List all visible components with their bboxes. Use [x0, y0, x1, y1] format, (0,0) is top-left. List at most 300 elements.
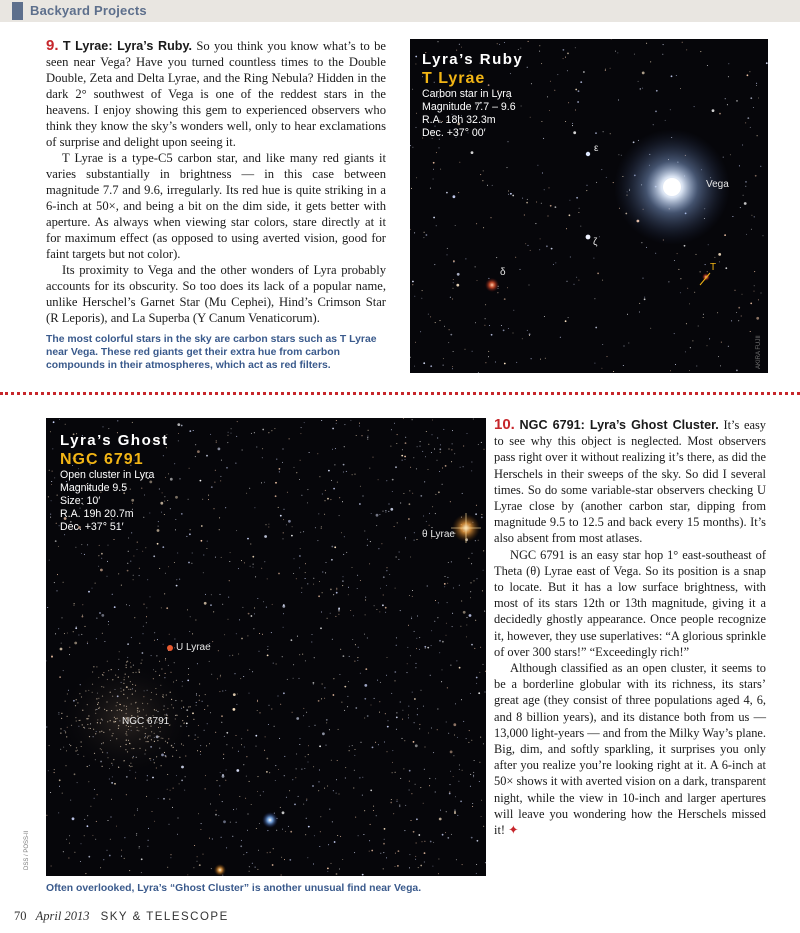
star-dot [369, 468, 370, 469]
star-dot [339, 869, 340, 870]
star-dot [395, 466, 397, 468]
star-dot [409, 770, 411, 772]
star-dot [434, 449, 435, 450]
star-dot [379, 514, 380, 515]
star-dot [766, 62, 768, 64]
star-dot [388, 511, 389, 512]
star-dot [515, 257, 516, 258]
star-dot [508, 191, 509, 192]
cluster-star-dot [126, 713, 127, 714]
star-dot [415, 64, 416, 65]
star-dot [467, 433, 468, 434]
star-dot [454, 811, 456, 813]
object-name: NGC 6791 [60, 451, 144, 468]
star-dot [62, 793, 63, 794]
vega-core [663, 178, 681, 196]
star-dot [646, 43, 647, 44]
star-dot [692, 340, 693, 341]
star-dot [285, 831, 286, 832]
star-dot [447, 583, 448, 584]
star-dot [139, 848, 140, 849]
star-dot [449, 449, 450, 450]
star-dot [294, 467, 295, 468]
star-dot [341, 532, 342, 533]
star-dot [420, 787, 421, 788]
star-dot [305, 578, 306, 579]
star-dot [238, 568, 239, 569]
star-dot [577, 101, 579, 103]
star-dot [74, 605, 75, 606]
star-dot [460, 801, 462, 803]
star-dot [569, 214, 571, 216]
star-dot [453, 588, 454, 589]
item10-paragraph-2: NGC 6791 is an easy star hop 1° east-southeast of Theta (θ) Lyrae east of Vega. So its position is a snap to locate. But it has a low surface brightness, with most of its stars 12th or 13th magnitude, giving it a decidedly ghostly appearance. Once people recognize it, however, they use superlatives: “A glorious sprinkle of over 300 stars!” “Exceedingly rich!” [494, 547, 766, 659]
t-label: T [710, 262, 717, 273]
star-dot [414, 232, 415, 233]
star-dot [145, 547, 146, 548]
star-dot [161, 607, 162, 608]
delta-lyrae-star [485, 278, 499, 292]
star-dot [63, 747, 64, 748]
star-dot [338, 729, 339, 730]
star-dot [446, 623, 447, 624]
star-dot [51, 656, 53, 658]
star-dot [174, 463, 175, 464]
star-dot [475, 266, 476, 267]
star-dot [239, 796, 240, 797]
star-dot [201, 525, 203, 527]
star-dot [361, 742, 362, 743]
star-dot [153, 555, 155, 557]
cluster-star-dot [128, 689, 129, 690]
star-dot [719, 261, 720, 262]
star-dot [409, 790, 410, 791]
star-dot [348, 587, 349, 588]
epsilon-label: ε [594, 143, 599, 154]
star-dot [415, 744, 418, 747]
star-dot [325, 500, 326, 501]
star-dot [237, 421, 238, 422]
cluster-star-dot [130, 766, 131, 767]
star-dot [131, 637, 132, 638]
object-dec: Dec. +37° 51′ [60, 521, 124, 533]
star-dot [553, 264, 554, 265]
star-dot [199, 700, 200, 701]
star-dot [386, 570, 387, 571]
cluster-star-dot [139, 671, 140, 672]
star-dot [94, 789, 95, 790]
object-size: Size: 10′ [60, 495, 101, 507]
star-dot [216, 810, 217, 811]
star-dot [268, 432, 269, 433]
cluster-star-dot [146, 741, 147, 742]
star-dot [70, 800, 71, 801]
star-dot [362, 795, 363, 796]
star-dot [229, 561, 230, 562]
cluster-star-dot [147, 703, 148, 704]
cluster-star-dot [101, 719, 102, 720]
star-dot [610, 133, 611, 134]
star-dot [107, 576, 108, 577]
star-dot [296, 578, 297, 579]
star-dot [219, 517, 220, 518]
star-dot [337, 760, 338, 761]
cluster-star-dot [107, 721, 108, 722]
star-dot [391, 429, 392, 430]
item9-number: 9. [46, 37, 59, 54]
star-dot [187, 874, 188, 875]
star-dot [256, 746, 257, 747]
star-dot [190, 529, 191, 530]
star-dot [587, 185, 588, 186]
cluster-star-dot [108, 670, 109, 671]
star-dot [81, 634, 82, 635]
star-dot [195, 444, 196, 445]
star-dot [59, 779, 61, 781]
star-dot [714, 257, 715, 258]
cluster-star-dot [75, 750, 76, 751]
star-dot [337, 835, 338, 836]
star-dot [477, 840, 479, 842]
star-dot [644, 298, 646, 300]
star-dot [226, 744, 227, 745]
star-dot [336, 589, 337, 590]
star-dot [501, 325, 502, 326]
star-dot [578, 212, 579, 213]
star-dot [52, 655, 53, 656]
star-dot [256, 828, 257, 829]
delta-label: δ [500, 267, 506, 278]
star-dot [53, 421, 55, 423]
star-dot [331, 760, 332, 761]
star-dot [195, 456, 196, 457]
star-dot [736, 100, 738, 102]
cluster-star-dot [111, 710, 112, 711]
star-dot [455, 796, 456, 797]
star-dot [694, 106, 695, 107]
star-dot [594, 298, 595, 299]
cluster-star-dot [137, 710, 138, 711]
star-dot [459, 765, 460, 766]
star-dot [346, 552, 347, 553]
star-dot [241, 560, 242, 561]
star-dot [611, 39, 612, 40]
star-dot [364, 531, 365, 532]
star-dot [172, 807, 173, 808]
star-dot [196, 705, 197, 706]
star-dot [453, 351, 454, 352]
star-dot [456, 284, 459, 287]
star-dot [418, 834, 420, 836]
star-dot [400, 503, 401, 504]
cluster-star-dot [95, 709, 96, 710]
star-dot [700, 51, 701, 52]
star-dot [527, 199, 528, 200]
star-dot [143, 626, 144, 627]
star-dot [211, 486, 213, 488]
object-ra: R.A. 18h 32.3m [422, 114, 496, 126]
star-dot [468, 742, 469, 743]
star-dot [754, 216, 755, 217]
star-dot [232, 747, 233, 748]
star-dot [478, 444, 479, 445]
star-dot [344, 686, 346, 688]
star-dot [343, 576, 344, 577]
star-dot [50, 514, 51, 515]
star-dot [453, 282, 454, 283]
cluster-star-dot [75, 717, 76, 718]
star-dot [283, 604, 285, 606]
star-dot [349, 746, 350, 747]
star-dot [593, 258, 594, 259]
star-dot [383, 843, 385, 845]
cluster-star-dot [97, 719, 98, 720]
theta-lyrae-label: θ Lyrae [422, 529, 455, 540]
star-dot [458, 192, 459, 193]
star-dot [293, 678, 294, 679]
star-dot [249, 669, 250, 670]
cluster-star-dot [118, 767, 119, 768]
star-dot [416, 113, 417, 114]
star-dot [475, 322, 476, 323]
star-dot [639, 312, 640, 313]
star-dot [269, 772, 270, 773]
star-dot [180, 478, 181, 479]
star-dot [446, 722, 447, 723]
star-dot [210, 804, 211, 805]
star-dot [253, 564, 254, 565]
star-dot [698, 326, 699, 327]
star-dot [304, 768, 305, 769]
star-dot [279, 471, 280, 472]
star-dot [476, 223, 477, 224]
star-dot [507, 167, 508, 168]
star-dot [349, 750, 350, 751]
star-dot [437, 438, 438, 439]
star-dot [675, 364, 676, 365]
star-dot [572, 125, 573, 126]
star-dot [300, 532, 301, 533]
star-dot [198, 813, 199, 814]
cluster-star-dot [127, 751, 128, 752]
star-dot [339, 611, 340, 612]
star-dot [289, 790, 290, 791]
star-dot [241, 638, 243, 640]
star-dot [328, 470, 330, 472]
star-dot [81, 544, 82, 545]
star-dot [472, 803, 473, 804]
cluster-star-dot [100, 748, 101, 749]
star-dot [389, 504, 390, 505]
star-dot [633, 141, 635, 143]
star-dot [280, 704, 281, 705]
star-dot [322, 572, 323, 573]
star-dot [721, 342, 722, 343]
star-dot [220, 676, 221, 677]
cluster-star-dot [129, 743, 130, 744]
cluster-star-dot [81, 741, 82, 742]
star-dot [745, 181, 747, 183]
star-dot [429, 525, 430, 526]
star-dot [278, 769, 279, 770]
star-dot [58, 546, 59, 547]
star-dot [344, 710, 345, 711]
cluster-star-dot [155, 671, 156, 672]
star-dot [481, 800, 482, 801]
star-dot [336, 873, 338, 875]
star-dot [563, 58, 564, 59]
star-dot [541, 63, 542, 64]
star-dot [531, 83, 532, 84]
item10-caption: Often overlooked, Lyra’s “Ghost Cluster” is another unusual find near Vega. [46, 883, 422, 894]
star-dot [646, 247, 647, 248]
cluster-star-dot [67, 716, 68, 717]
cluster-star-dot [173, 747, 174, 748]
star-dot [483, 826, 484, 827]
star-dot [468, 558, 469, 559]
star-dot [410, 467, 411, 468]
star-dot [300, 548, 301, 549]
star-dot [99, 545, 100, 546]
star-dot [684, 245, 686, 247]
star-dot [373, 806, 374, 807]
star-dot [394, 423, 395, 424]
star-dot [662, 54, 663, 55]
star-dot [602, 280, 603, 281]
star-dot [640, 88, 641, 89]
star-dot [117, 420, 118, 421]
star-dot [354, 770, 355, 771]
bright-blue-star [262, 812, 278, 828]
star-dot [496, 257, 497, 258]
star-dot [330, 589, 332, 591]
star-dot [424, 769, 425, 770]
star-dot [374, 605, 375, 606]
star-dot [409, 781, 410, 782]
star-dot [111, 782, 113, 784]
star-dot [96, 618, 97, 619]
star-dot [249, 866, 250, 867]
star-dot [543, 138, 544, 139]
star-dot [755, 175, 757, 177]
star-dot [447, 248, 448, 249]
star-dot [181, 513, 183, 515]
star-dot [482, 590, 483, 591]
star-dot [220, 772, 221, 773]
star-dot [477, 280, 478, 281]
star-dot [320, 816, 321, 817]
star-dot [528, 245, 529, 246]
cluster-star-dot [147, 737, 148, 738]
star-dot [727, 104, 728, 105]
cluster-star-dot [163, 694, 164, 695]
star-dot [104, 641, 105, 642]
star-dot [342, 585, 343, 586]
star-dot [246, 756, 247, 757]
star-dot [385, 612, 386, 613]
star-dot [124, 837, 125, 838]
star-dot [272, 864, 274, 866]
star-dot [578, 90, 580, 92]
star-dot [223, 754, 224, 755]
cluster-star-dot [86, 718, 87, 719]
star-dot [674, 260, 675, 261]
star-dot [309, 452, 310, 453]
star-dot [354, 755, 355, 756]
star-dot [141, 858, 143, 860]
star-dot [146, 796, 147, 797]
cluster-star-dot [67, 693, 68, 694]
star-dot [199, 695, 200, 696]
epsilon-lyrae-star [586, 152, 590, 156]
cluster-star-dot [119, 704, 120, 705]
star-dot [343, 472, 344, 473]
star-dot [746, 234, 747, 235]
star-dot [334, 546, 336, 548]
star-dot [55, 633, 56, 634]
star-dot [246, 493, 247, 494]
cluster-star-dot [104, 709, 105, 710]
star-dot [216, 442, 217, 443]
star-dot [378, 744, 379, 745]
star-dot [497, 292, 498, 293]
star-dot [389, 574, 390, 575]
star-dot [551, 248, 553, 250]
star-dot [63, 582, 64, 583]
star-dot [461, 699, 462, 700]
star-dot [471, 740, 472, 741]
star-dot [610, 68, 611, 69]
star-dot [196, 695, 197, 696]
star-dot [236, 822, 237, 823]
cluster-star-dot [131, 766, 132, 767]
star-dot [217, 678, 218, 679]
star-dot [210, 434, 211, 435]
star-dot [353, 615, 354, 616]
star-dot [50, 517, 51, 518]
star-dot [218, 815, 219, 816]
star-dot [375, 742, 376, 743]
cluster-star-dot [76, 699, 77, 700]
star-dot [188, 499, 189, 500]
star-dot [566, 228, 567, 229]
star-dot [318, 700, 320, 702]
star-dot [379, 611, 380, 612]
star-dot [653, 124, 654, 125]
star-dot [241, 744, 242, 745]
star-dot [613, 182, 614, 183]
star-dot [203, 854, 204, 855]
star-dot [738, 320, 739, 321]
star-dot [69, 654, 70, 655]
star-dot [483, 743, 484, 744]
star-dot [299, 654, 300, 655]
star-dot [305, 563, 306, 564]
star-dot [196, 702, 197, 703]
star-dot [719, 113, 721, 115]
star-dot [261, 482, 262, 483]
star-dot [414, 631, 415, 632]
star-dot [174, 639, 175, 640]
star-dot [283, 519, 284, 520]
star-dot [416, 663, 417, 664]
cluster-star-dot [154, 741, 155, 742]
star-dot [261, 568, 262, 569]
star-dot [299, 555, 301, 557]
cluster-star-dot [135, 672, 136, 673]
star-dot [352, 745, 353, 746]
star-dot [318, 595, 320, 597]
